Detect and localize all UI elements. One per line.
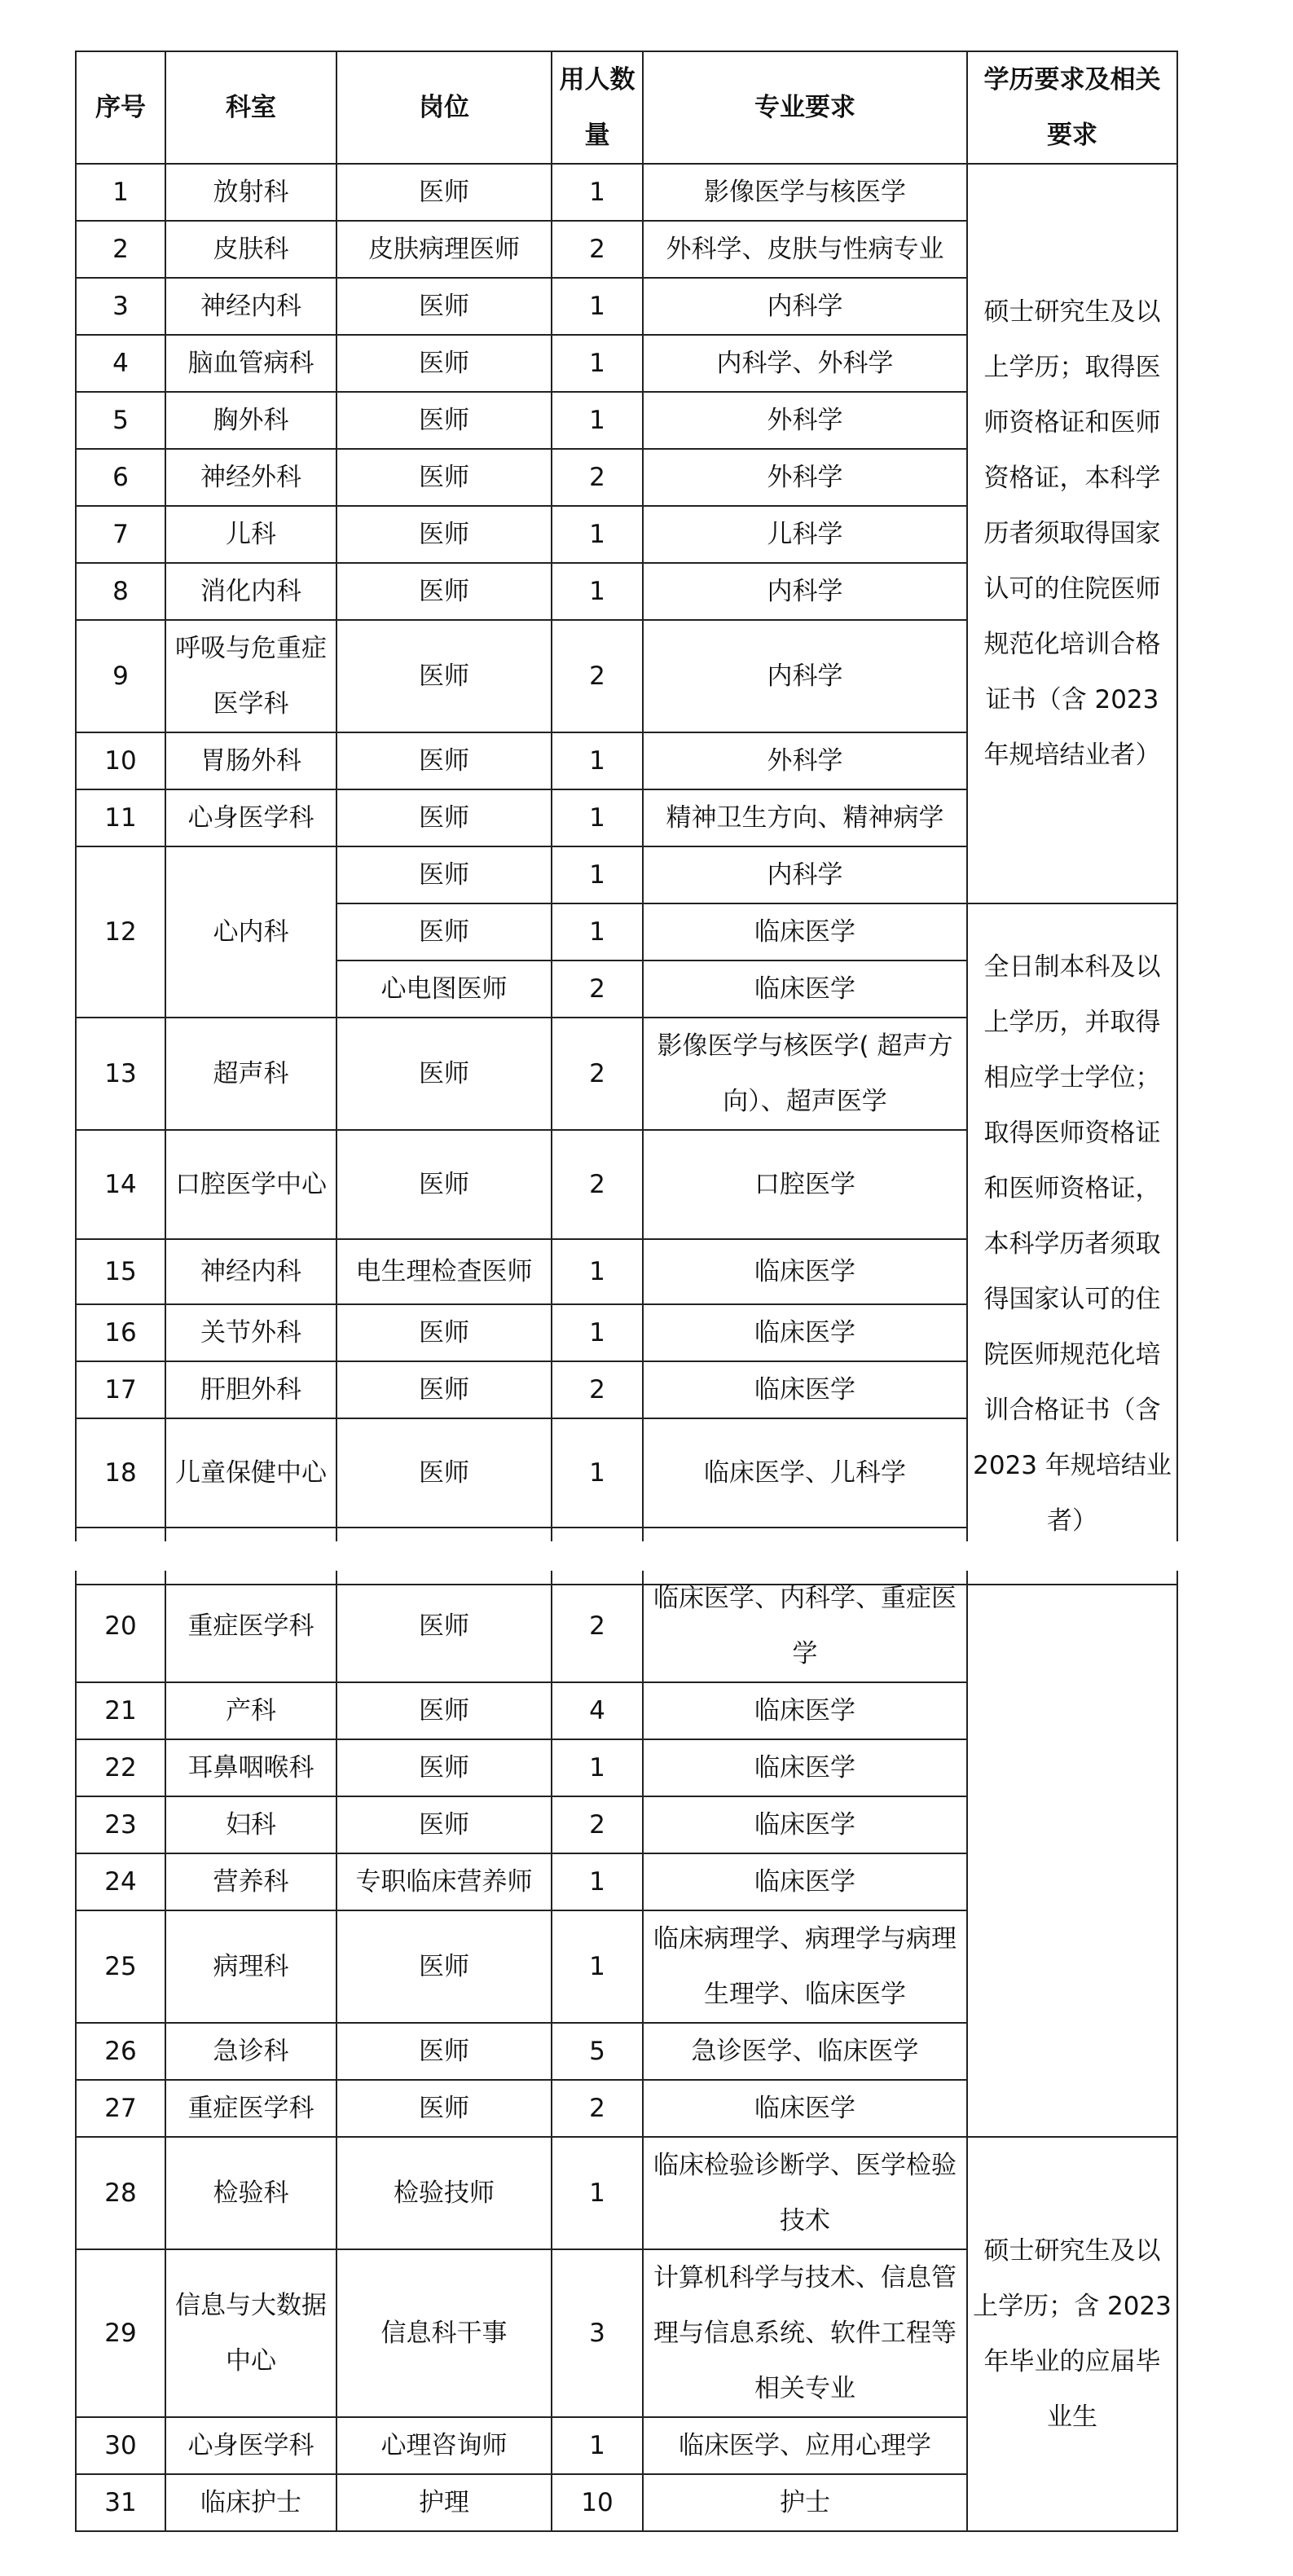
cell-no: 6 — [76, 449, 165, 506]
cell-no: 24 — [76, 1853, 165, 1910]
cell-no: 21 — [76, 1682, 165, 1739]
cell-major: 临床医学 — [643, 903, 967, 961]
cell-post: 医师 — [336, 449, 552, 506]
cell-dept: 产科 — [165, 1682, 336, 1739]
cell-major: 临床检验诊断学、医学检验技术 — [643, 2137, 967, 2249]
cell-major: 影像医学与核医学 — [643, 164, 967, 221]
cell-post: 医师 — [336, 335, 552, 392]
cell-num: 1 — [552, 335, 643, 392]
cell-post: 医师 — [336, 1304, 552, 1361]
cell-num: 1 — [552, 278, 643, 335]
cell-major: 内科学 — [643, 563, 967, 620]
cell-num: 1 — [552, 2137, 643, 2249]
cell-num: 3 — [552, 2249, 643, 2417]
header-major: 专业要求 — [643, 51, 967, 164]
cell-post: 护理 — [336, 2474, 552, 2531]
cell-dept: 急诊科 — [165, 2023, 336, 2080]
cell-no: 20 — [76, 1571, 165, 1682]
cell-dept: 检验科 — [165, 2137, 336, 2249]
cell-major: 临床病理学、病理学与病理生理学、临床医学 — [643, 1910, 967, 2023]
cell-major: 急诊医学、临床医学 — [643, 2023, 967, 2080]
cell-post: 医师 — [336, 1910, 552, 2023]
cell-dept: 耳鼻咽喉科 — [165, 1739, 336, 1796]
cell-post: 医师 — [336, 620, 552, 732]
page-gap — [0, 1541, 1293, 1571]
cell-dept: 神经内科 — [165, 278, 336, 335]
cell-post: 医师 — [336, 732, 552, 789]
cell-dept: 消化内科 — [165, 563, 336, 620]
cell-major: 临床医学、应用心理学 — [643, 2417, 967, 2474]
header-dept: 科室 — [165, 51, 336, 164]
cell-major: 临床医学、内科学、重症医学 — [643, 1571, 967, 1682]
cell-num: 1 — [552, 1418, 643, 1528]
cell-major: 临床医学、儿科学 — [643, 1418, 967, 1528]
cell-num: 1 — [552, 1910, 643, 2023]
cell-num: 1 — [552, 164, 643, 221]
cell-num: 2 — [552, 961, 643, 1018]
cell-major: 内科学、外科学 — [643, 335, 967, 392]
cell-major: 外科学、皮肤与性病专业 — [643, 221, 967, 278]
header-requirement: 学历要求及相关要求 — [967, 51, 1177, 164]
cell-dept: 放射科 — [165, 164, 336, 221]
cell-dept: 胃肠外科 — [165, 732, 336, 789]
cell-dept: 肝胆外科 — [165, 1361, 336, 1418]
cell-no: 13 — [76, 1018, 165, 1130]
cell-major: 内科学 — [643, 278, 967, 335]
cell-major: 外科学 — [643, 732, 967, 789]
cell-dept: 心内科 — [165, 846, 336, 1018]
cell-dept: 临床护士 — [165, 2474, 336, 2531]
cell-num: 5 — [552, 2023, 643, 2080]
cell-post: 检验技师 — [336, 2137, 552, 2249]
cell-dept: 儿科 — [165, 506, 336, 563]
cell-major: 外科学 — [643, 449, 967, 506]
cell-major: 护士 — [643, 2474, 967, 2531]
cell-no: 30 — [76, 2417, 165, 2474]
cell-num: 1 — [552, 789, 643, 846]
cell-no: 15 — [76, 1239, 165, 1304]
cell-post: 医师 — [336, 1130, 552, 1239]
cell-num: 1 — [552, 846, 643, 903]
cell-post: 医师 — [336, 846, 552, 903]
cell-dept: 神经外科 — [165, 449, 336, 506]
cell-post: 心电图医师 — [336, 961, 552, 1018]
cell-post: 医师 — [336, 563, 552, 620]
cell-num: 1 — [552, 903, 643, 961]
cell-no: 12 — [76, 846, 165, 1018]
cell-no: 5 — [76, 392, 165, 449]
cell-no: 2 — [76, 221, 165, 278]
cell-post: 专职临床营养师 — [336, 1853, 552, 1910]
cell-no: 3 — [76, 278, 165, 335]
cell-num: 1 — [552, 506, 643, 563]
cell-num: 2 — [552, 221, 643, 278]
cell-post: 医师 — [336, 392, 552, 449]
cell-num: 4 — [552, 1682, 643, 1739]
cell-dept: 超声科 — [165, 1018, 336, 1130]
cell-no: 31 — [76, 2474, 165, 2531]
cell-num: 2 — [552, 1571, 643, 1682]
cell-major: 口腔医学 — [643, 1130, 967, 1239]
cell-major: 精神卫生方向、精神病学 — [643, 789, 967, 846]
cell-dept: 重症医学科 — [165, 1571, 336, 1682]
cell-major: 临床医学 — [643, 1682, 967, 1739]
cell-no: 1 — [76, 164, 165, 221]
cell-dept: 神经内科 — [165, 1239, 336, 1304]
cell-post: 医师 — [336, 2080, 552, 2137]
cell-dept: 呼吸与危重症医学科 — [165, 620, 336, 732]
cell-no: 17 — [76, 1361, 165, 1418]
recruitment-table-part2 — [75, 1571, 1178, 2532]
cell-dept: 胸外科 — [165, 392, 336, 449]
cell-num: 2 — [552, 1018, 643, 1130]
cell-no: 8 — [76, 563, 165, 620]
cell-num: 1 — [552, 732, 643, 789]
cell-major: 外科学 — [643, 392, 967, 449]
cell-major: 临床医学 — [643, 1304, 967, 1361]
table-row — [76, 164, 1177, 221]
cell-no: 22 — [76, 1739, 165, 1796]
cell-no: 4 — [76, 335, 165, 392]
cell-num: 1 — [552, 1304, 643, 1361]
cell-post: 医师 — [336, 1418, 552, 1528]
cell-no: 14 — [76, 1130, 165, 1239]
cell-major: 临床医学 — [643, 1853, 967, 1910]
cell-major: 影像医学与核医学( 超声方向）、超声医学 — [643, 1018, 967, 1130]
cell-post: 电生理检查医师 — [336, 1239, 552, 1304]
cell-no: 9 — [76, 620, 165, 732]
cell-num: 1 — [552, 563, 643, 620]
table-row — [76, 2137, 1177, 2249]
requirement-phd: 硕士研究生及以上学历；取得医师资格证和医师资格证，本科学历者须取得国家认可的住院医师规范化培训合格证书（含 2023 年规培结业者） — [967, 164, 1177, 903]
cell-no: 10 — [76, 732, 165, 789]
cell-post: 医师 — [336, 903, 552, 961]
cell-no: 26 — [76, 2023, 165, 2080]
cell-no: 16 — [76, 1304, 165, 1361]
header-no: 序号 — [76, 51, 165, 164]
cell-major: 临床医学 — [643, 1796, 967, 1853]
cell-major: 计算机科学与技术、信息管理与信息系统、软件工程等相关专业 — [643, 2249, 967, 2417]
cell-num: 2 — [552, 1130, 643, 1239]
cell-dept: 病理科 — [165, 1910, 336, 2023]
cell-no: 23 — [76, 1796, 165, 1853]
cell-no: 18 — [76, 1418, 165, 1528]
cell-num: 2 — [552, 620, 643, 732]
cell-post: 皮肤病理医师 — [336, 221, 552, 278]
cell-post: 医师 — [336, 1571, 552, 1682]
cell-num: 2 — [552, 1361, 643, 1418]
cell-no: 7 — [76, 506, 165, 563]
cell-dept: 重症医学科 — [165, 2080, 336, 2137]
cell-post: 医师 — [336, 278, 552, 335]
cell-dept: 妇科 — [165, 1796, 336, 1853]
cell-post: 医师 — [336, 1361, 552, 1418]
cell-num: 1 — [552, 2417, 643, 2474]
cell-post: 医师 — [336, 1018, 552, 1130]
cell-dept: 关节外科 — [165, 1304, 336, 1361]
cell-major: 临床医学 — [643, 1361, 967, 1418]
cell-num: 2 — [552, 2080, 643, 2137]
cell-dept: 儿童保健中心 — [165, 1418, 336, 1528]
requirement-masters: 硕士研究生及以上学历；含 2023 年毕业的应届毕业生 — [967, 2137, 1177, 2531]
requirement-continued — [967, 1571, 1177, 2137]
cell-no: 11 — [76, 789, 165, 846]
cell-dept: 信息与大数据中心 — [165, 2249, 336, 2417]
cell-major: 临床医学 — [643, 1239, 967, 1304]
cell-major: 临床医学 — [643, 961, 967, 1018]
cell-major: 临床医学 — [643, 1739, 967, 1796]
cell-num: 2 — [552, 449, 643, 506]
cell-dept: 心身医学科 — [165, 789, 336, 846]
cell-post: 医师 — [336, 164, 552, 221]
cell-major: 儿科学 — [643, 506, 967, 563]
cell-major: 内科学 — [643, 846, 967, 903]
cell-post: 医师 — [336, 1739, 552, 1796]
cell-dept: 脑血管病科 — [165, 335, 336, 392]
cell-post: 信息科干事 — [336, 2249, 552, 2417]
cell-post: 医师 — [336, 506, 552, 563]
cell-num: 2 — [552, 1796, 643, 1853]
cell-num: 1 — [552, 1739, 643, 1796]
cell-no: 28 — [76, 2137, 165, 2249]
cell-post: 医师 — [336, 1682, 552, 1739]
cell-no: 27 — [76, 2080, 165, 2137]
cell-num: 1 — [552, 392, 643, 449]
cell-dept: 皮肤科 — [165, 221, 336, 278]
cell-dept: 口腔医学中心 — [165, 1130, 336, 1239]
cell-no: 25 — [76, 1910, 165, 2023]
cell-no: 29 — [76, 2249, 165, 2417]
cell-post: 医师 — [336, 1796, 552, 1853]
cell-major: 内科学 — [643, 620, 967, 732]
cell-major: 临床医学 — [643, 2080, 967, 2137]
header-post: 岗位 — [336, 51, 552, 164]
header-num: 用人数量 — [552, 51, 643, 164]
requirement-bachelor: 全日制本科及以上学历，并取得相应学士学位；取得医师资格证和医师资格证，本科学历者须取得国家认可的住院医师规范化培训合格证书（含 2023 年规培结业者） — [967, 903, 1177, 1585]
cell-post: 医师 — [336, 789, 552, 846]
cell-post: 心理咨询师 — [336, 2417, 552, 2474]
cell-num: 1 — [552, 1239, 643, 1304]
cell-num: 1 — [552, 1853, 643, 1910]
cell-dept: 心身医学科 — [165, 2417, 336, 2474]
recruitment-table-part1 — [75, 51, 1178, 1585]
cell-dept: 营养科 — [165, 1853, 336, 1910]
table-row — [76, 1571, 1177, 1682]
cell-post: 医师 — [336, 2023, 552, 2080]
cell-num: 10 — [552, 2474, 643, 2531]
